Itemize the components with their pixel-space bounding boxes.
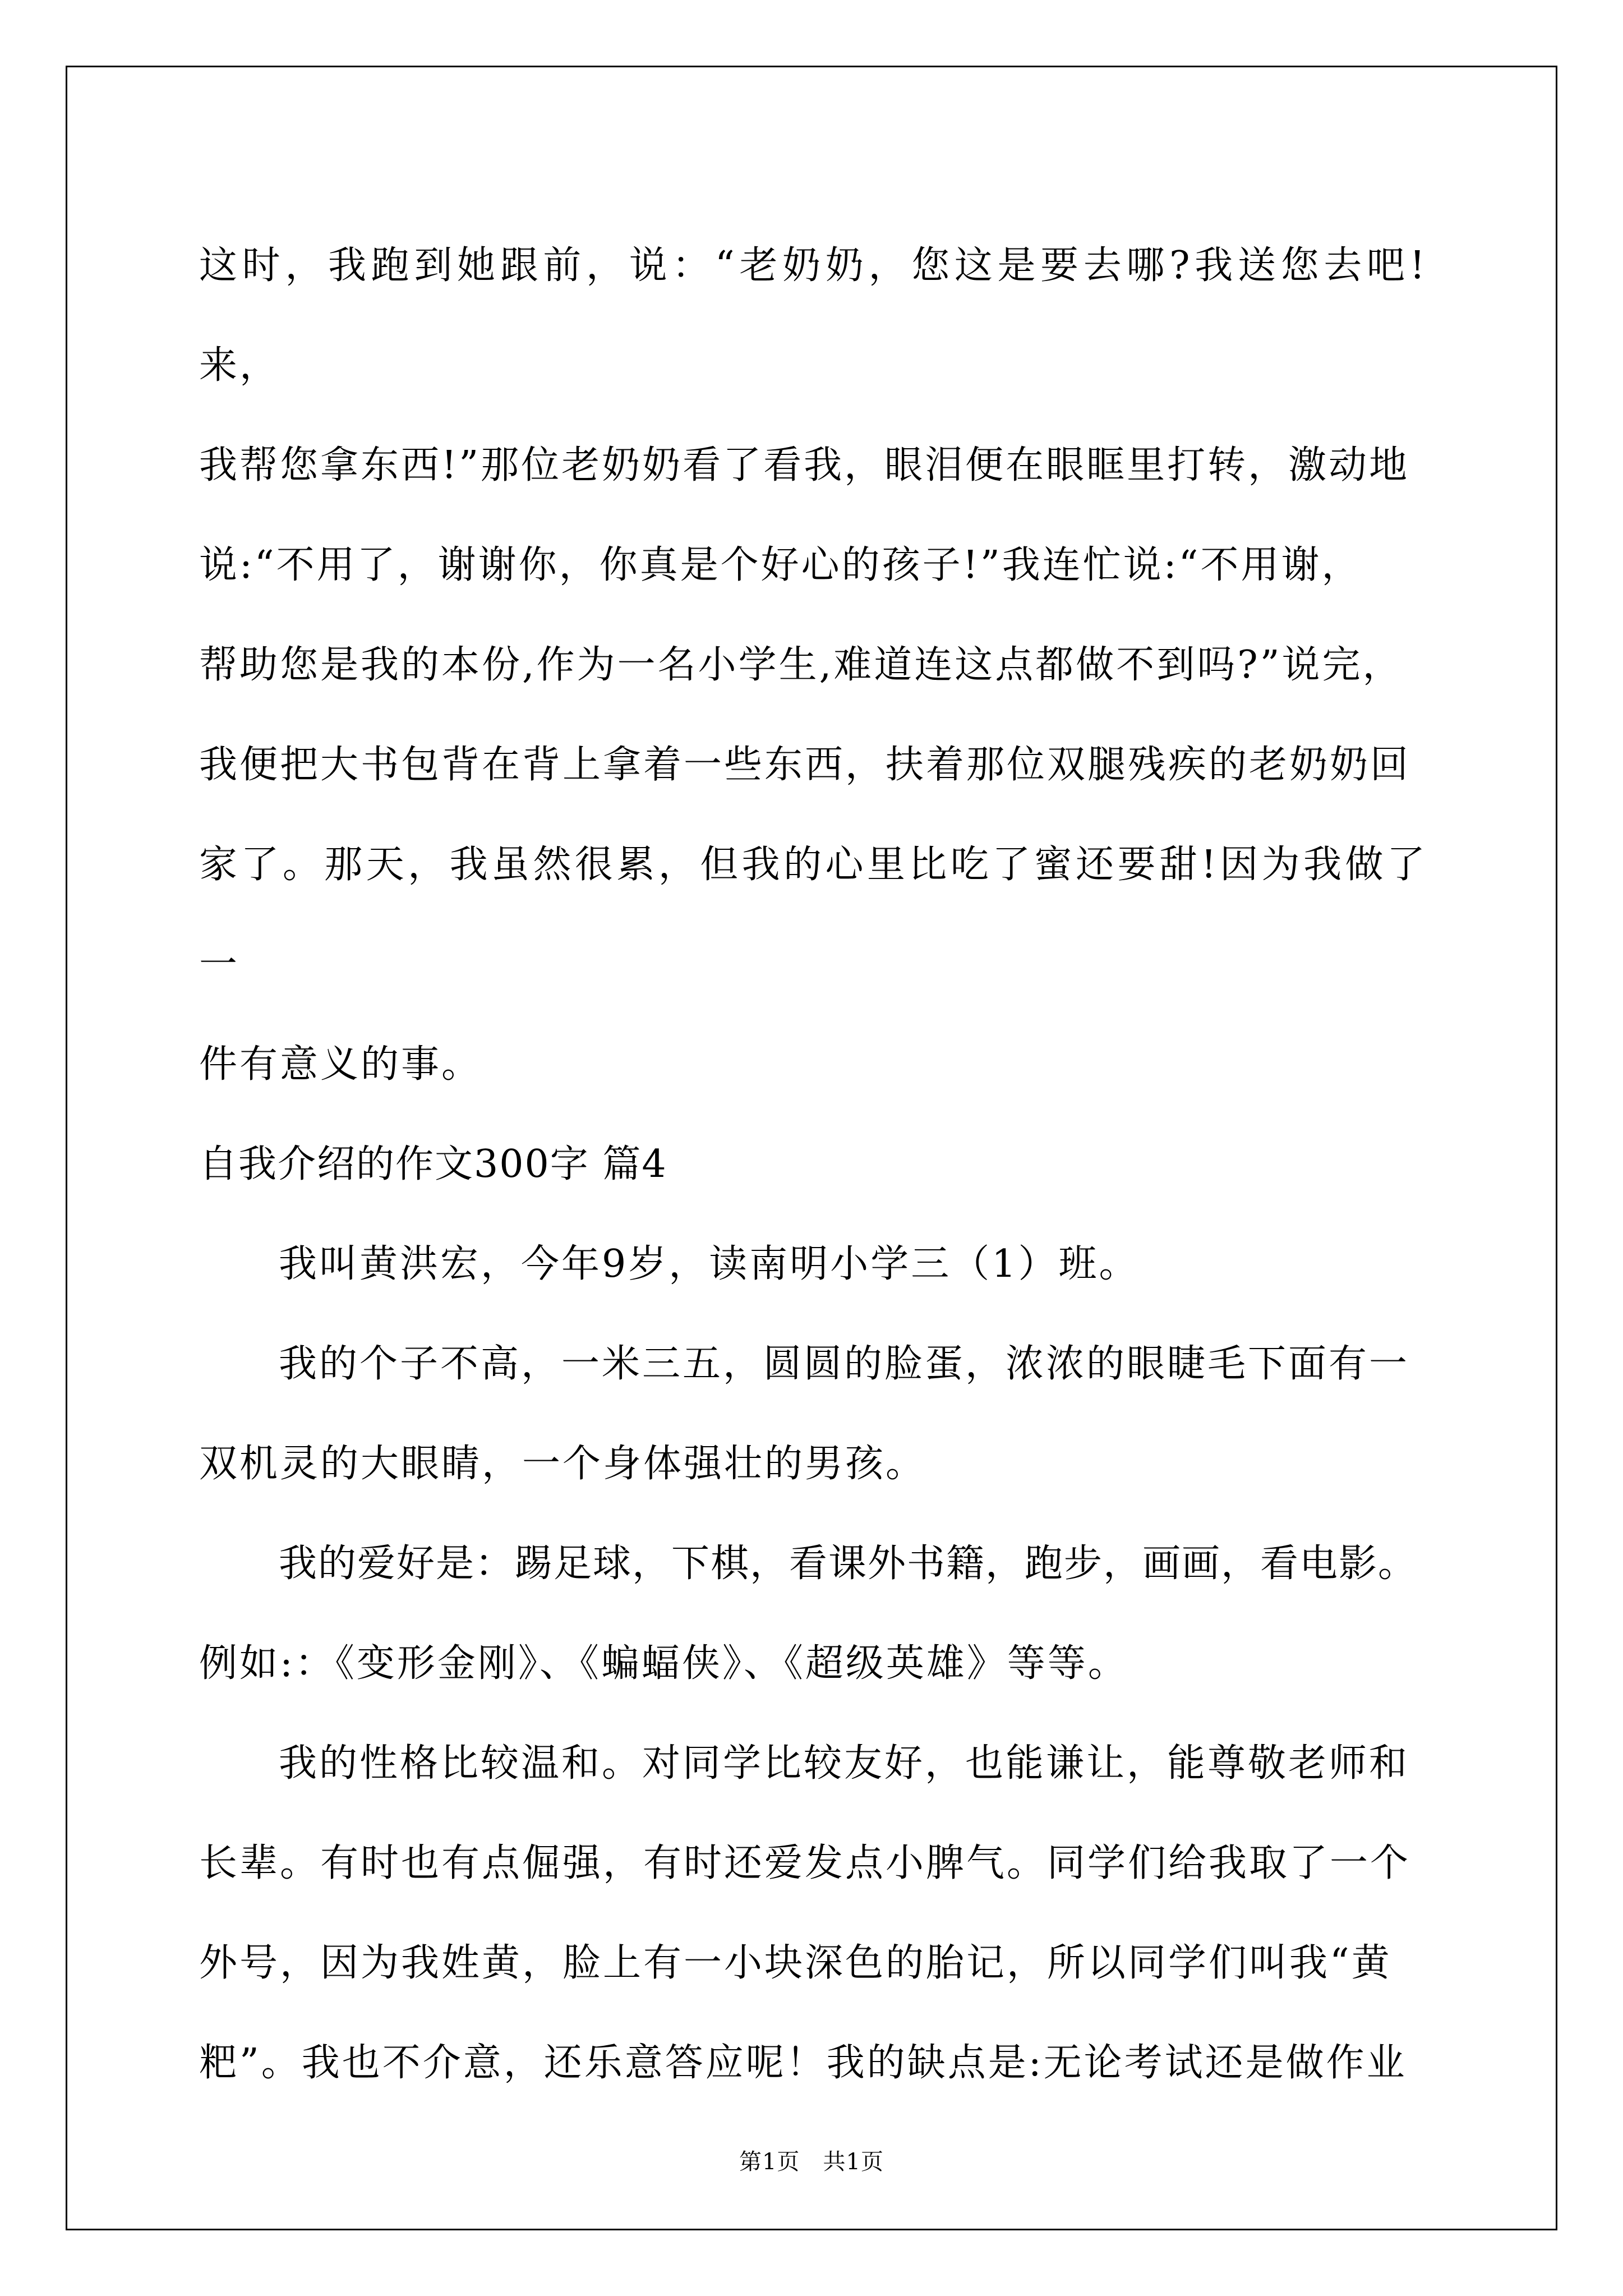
text-line: 这时，我跑到她跟前，说：“老奶奶，您这是要去哪?我送您去吧!来， <box>199 243 1427 388</box>
text-line: 家了。那天，我虽然很累，但我的心里比吃了蜜还要甜!因为我做了一 <box>199 843 1427 987</box>
text-line: 我的爱好是：踢足球，下棋，看课外书籍，跑步，画画，看电影。 <box>279 1542 1418 1586</box>
text-line: 帮助您是我的本份,作为一名小学生,难道连这点都做不到吗?”说完， <box>199 643 1403 687</box>
text-line: 外号，因为我姓黄，脸上有一小块深色的胎记，所以同学们叫我“黄 <box>199 1941 1392 1985</box>
text-line: 我帮您拿东西!”那位老奶奶看了看我，眼泪便在眼眶里打转，激动地 <box>199 443 1410 487</box>
page-footer: 第1页 共1页 <box>739 2149 884 2175</box>
document-body <box>199 216 1427 2113</box>
text-line: 件有意义的事。 <box>199 1042 482 1087</box>
text-line: 双机灵的大眼睛，一个身体强壮的男孩。 <box>199 1442 926 1486</box>
text-line: 长辈。有时也有点倔强，有时还爱发点小脾气。同学们给我取了一个 <box>199 1841 1411 1885</box>
section-heading: 自我介绍的作文300字 篇4 <box>199 1142 667 1186</box>
text-line: 说:“不用了，谢谢你，你真是个好心的孩子!”我连忙说:“不用谢， <box>199 543 1362 587</box>
text-line: 我便把大书包背在背上拿着一些东西，扶着那位双腿残疾的老奶奶回 <box>199 743 1411 787</box>
text-line: 我叫黄洪宏，今年9岁，读南明小学三（1）班。 <box>279 1242 1140 1286</box>
text-line: 例如:：《变形金刚》、《蝙蝠侠》、《超级英雄》等等。 <box>199 1641 1128 1686</box>
paragraph-5 <box>199 1714 1427 2113</box>
text-line: 我的个子不高，一米三五，圆圆的脸蛋，浓浓的眼睫毛下面有一 <box>279 1342 1410 1386</box>
paragraph-2 <box>199 1214 1427 1314</box>
paragraph-4 <box>199 1514 1427 1714</box>
paragraph-1 <box>199 216 1427 1115</box>
paragraph-3 <box>199 1314 1427 1514</box>
text-line: 粑”。我也不介意，还乐意答应呢！我的缺点是:无论考试还是做作业 <box>199 2041 1407 2085</box>
text-line: 我的性格比较温和。对同学比较友好，也能谦让，能尊敬老师和 <box>279 1741 1410 1786</box>
